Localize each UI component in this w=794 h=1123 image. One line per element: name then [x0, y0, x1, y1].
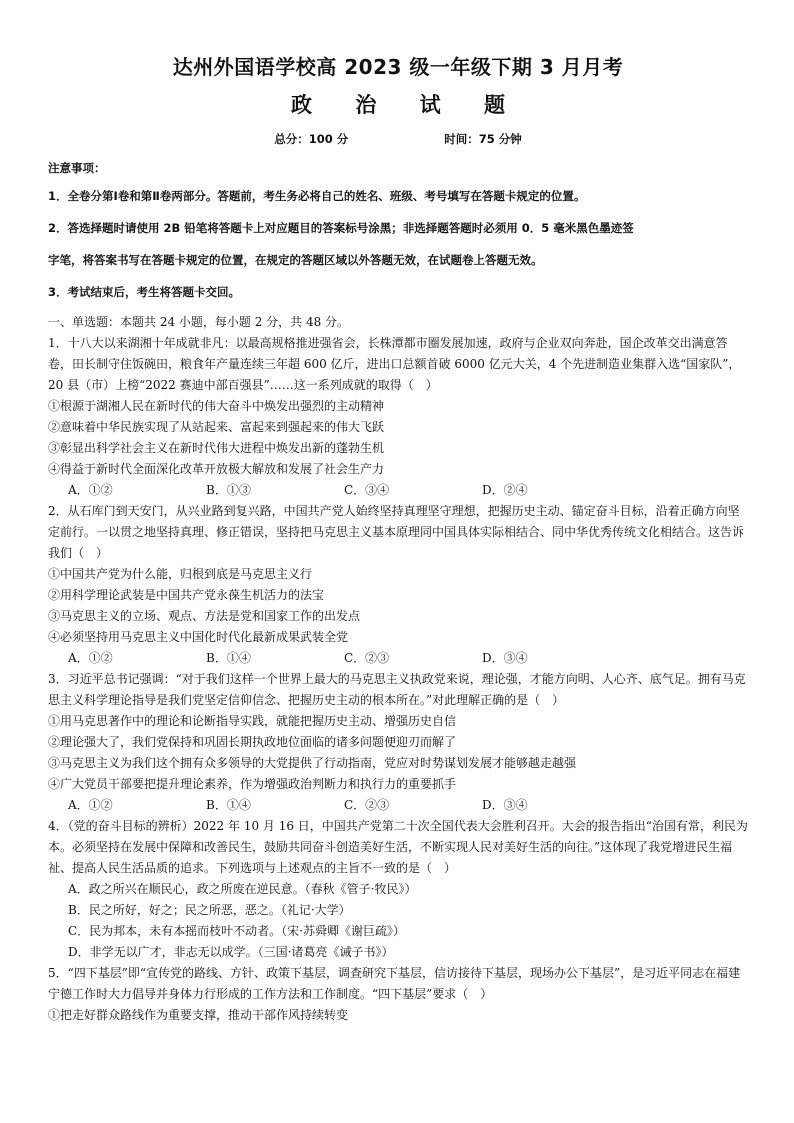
question-5 — [48, 963, 748, 1026]
choice-d[interactable]: D．非学无以广才，非志无以成学。（三国·诸葛亮《诫子书》） — [68, 945, 394, 959]
choice-c[interactable]: C．民为邦本，未有本摇而枝叶不动者。（宋·苏舜卿《谢巨疏》） — [68, 924, 405, 938]
notice-item: 3．考试结束后，考生将答题卡交回。 — [48, 285, 240, 299]
choice-a[interactable]: A．①② — [68, 483, 113, 497]
statement-option: ④必须坚持用马克思主义中国化时代化最新成果武装全党 — [48, 630, 349, 644]
choice-d[interactable]: D．②④ — [482, 483, 528, 497]
choice-d[interactable]: D．③④ — [482, 651, 528, 665]
choice-a[interactable]: A．政之所兴在顺民心，政之所废在逆民意。（春秋《管子·牧民》） — [68, 882, 417, 896]
notice-item: 2．答选择题时请使用 2B 铅笔将答题卡上对应题目的答案标号涂黑；非选择题答题时必须用 0．5 毫米黑色墨迹签 — [48, 221, 634, 235]
choice-d[interactable]: D．③④ — [482, 798, 528, 812]
choice-c[interactable]: C．②③ — [344, 651, 390, 665]
question-stem: 4．（党的奋斗目标的辨析）2022 年 10 月 16 日，中国共产党第二十次全国代表大会胜利召开。大会的报告指出“治国有常，利民为本。必须坚持在发展中保障和改善民生，鼓励共同奋斗创造美好生活，不断实现人民对美好生活的向往。”这体现了我党增进民生福祉、提高人民生活品质的追求。下列选项与上述观点的主旨不一致的是（ ） — [48, 819, 748, 875]
notice-list — [48, 180, 748, 308]
exam-meta — [48, 126, 748, 152]
exam-title: 达州外国语学校高 2023 级一年级下期 3 月月考 — [172, 55, 624, 79]
question-3 — [48, 669, 748, 816]
statement-option: ①用马克思著作中的理论和论断指导实践，就能把握历史主动、增强历史自信 — [48, 714, 457, 728]
question-1 — [48, 333, 748, 501]
statement-option: ②用科学理论武装是中国共产党永葆生机活力的法宝 — [48, 588, 325, 602]
statement-option: ④广大党员干部要把提升理论素养，作为增强政治判断力和执行力的重要抓手 — [48, 777, 457, 791]
exam-page — [48, 52, 748, 1026]
notice-item: 1．全卷分第Ⅰ卷和第Ⅱ卷两部分。答题前，考生务必将自己的姓名、班级、考号填写在答题卡规定的位置。 — [48, 189, 586, 203]
choice-b[interactable]: B．①④ — [206, 798, 251, 812]
statement-option: ①把走好群众路线作为重要支撑，推动干部作风持续转变 — [48, 1008, 349, 1022]
statement-option: ②理论强大了，我们党保持和巩固长期执政地位面临的诸多问题便迎刃而解了 — [48, 735, 457, 749]
notice-item: 字笔，将答案书写在答题卡规定的位置，在规定的答题区域以外答题无效，在试题卷上答题无效。 — [48, 253, 543, 267]
choice-b[interactable]: B．①③ — [206, 483, 251, 497]
question-stem: 3．习近平总书记强调：“对于我们这样一个世界上最大的马克思主义执政党来说，理论强，才能方向明、人心齐、底气足。拥有马克思主义科学理论指导是我们党坚定信仰信念、把握历史主动的根本所在。”对此理解正确的是（ ） — [48, 672, 746, 707]
question-stem: 2．从石库门到天安门，从兴业路到复兴路，中国共产党人始终坚持真理坚守理想，把握历史主动、锚定奋斗目标，沿着正确方向坚定前行。一以贯之地坚持真理、修正错误，坚持把马克思主义基本原理同中国具体实际相结合、同中华优秀传统文化相结合。这告诉我们（ ） — [48, 504, 745, 560]
question-stem: 1．十八大以来湖湘十年成就非凡：以最高规格推进强省会，长株潭都市圈发展加速，政府与企业双向奔赴，国企改革交出满意答卷，田长制守住饭碗田，粮食年产量连续三年超 600 亿斤，进出口总额首破 6000 亿元大关，4 个先进制造业集群入选“国家队”，20 县（市）上榜“2022 赛迪中部百强县”……这一系列成就的取得（ ） — [48, 336, 741, 392]
choice-b[interactable]: B．①④ — [206, 651, 251, 665]
answer-choices — [48, 648, 748, 669]
question-2 — [48, 501, 748, 669]
question-4 — [48, 816, 748, 963]
section-heading: 一、单选题：本题共 24 小题，每小题 2 分，共 48 分。 — [48, 315, 350, 329]
statement-option: ①中国共产党为什么能，归根到底是马克思主义行 — [48, 567, 313, 581]
choice-a[interactable]: A．①② — [68, 651, 113, 665]
total-score: 总分：100 分 — [274, 132, 349, 146]
statement-option: ③马克思主义为我们这个拥有众多领导的大党提供了行动指南，党应对时势谋划发展才能够越走越强 — [48, 756, 577, 770]
statement-option: ①根源于湖湘人民在新时代的伟大奋斗中焕发出强烈的主动精神 — [48, 399, 385, 413]
choice-c[interactable]: C．②③ — [344, 798, 390, 812]
exam-time: 时间：75 分钟 — [444, 132, 522, 146]
answer-choices — [48, 480, 748, 501]
statement-option: ②意味着中华民族实现了从站起来、富起来到强起来的伟大飞跃 — [48, 420, 385, 434]
statement-option: ④得益于新时代全面深化改革开放极大解放和发展了社会生产力 — [48, 462, 385, 476]
notice-heading: 注意事项： — [48, 161, 106, 175]
statement-option: ③马克思主义的立场、观点、方法是党和国家工作的出发点 — [48, 609, 361, 623]
question-stem: 5．“四下基层”即“宣传党的路线、方针、政策下基层，调查研究下基层，信访接待下基层，现场办公下基层”，是习近平同志在福建宁德工作时大力倡导并身体力行形成的工作方法和工作制度。“四下基层”要求（ ） — [48, 966, 741, 1001]
answer-choices — [48, 795, 748, 816]
choice-b[interactable]: B．民之所好，好之；民之所恶，恶之。（礼记·大学） — [68, 903, 351, 917]
statement-option: ③彰显出科学社会主义在新时代伟大进程中焕发出新的蓬勃生机 — [48, 441, 385, 455]
choice-c[interactable]: C．③④ — [344, 483, 390, 497]
choice-a[interactable]: A．①② — [68, 798, 113, 812]
exam-subject: 政 治 试 题 — [291, 93, 523, 117]
